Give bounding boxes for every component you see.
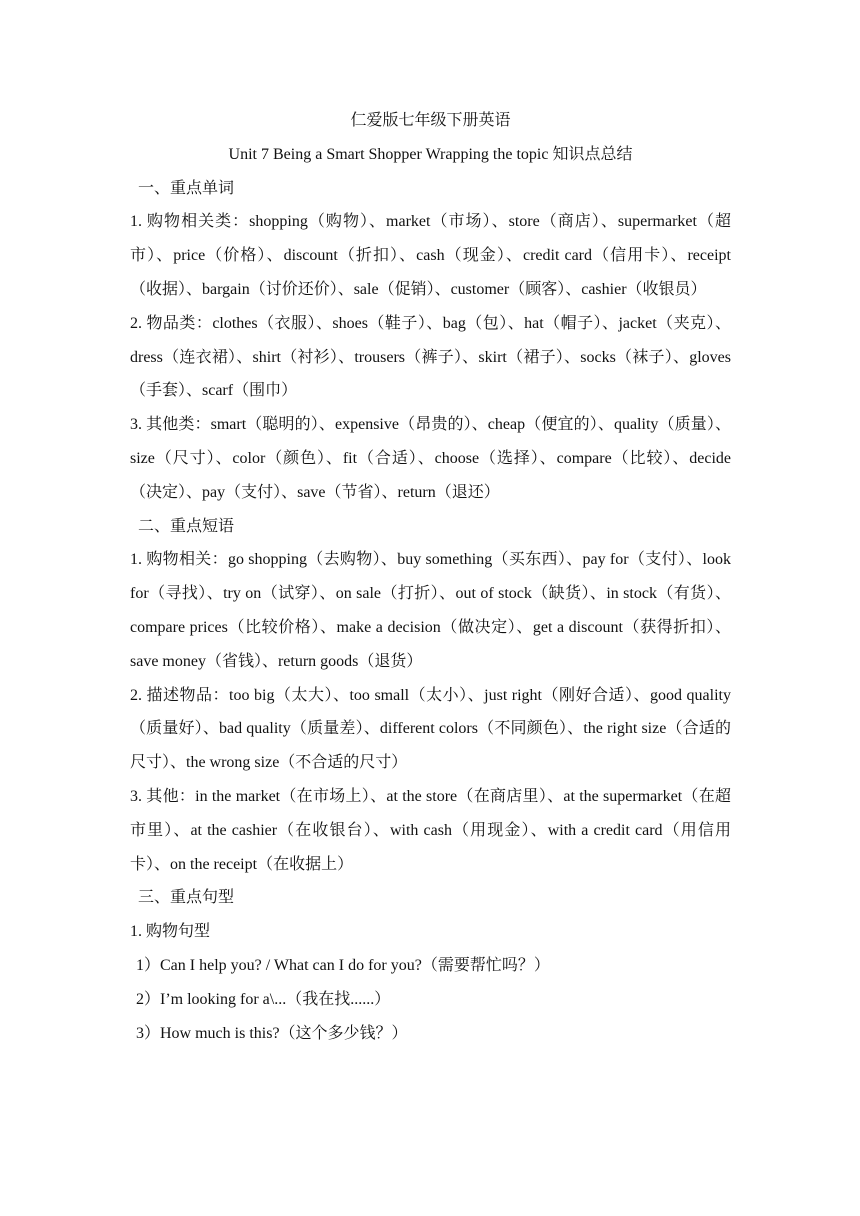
section-heading-vocabulary: 一、重点单词: [138, 179, 235, 197]
phrase-item-other: 3. 其他：in the market（在市场上）、at the store（在商店里）、at the supermarket（在超市里）、at the cashier（在收银台）、with cash（用现金）、with a credit card（用信用卡）、on the receipt（在收据上）: [130, 787, 731, 873]
sentence-item: 2）I’m looking for a\...（我在找......）: [136, 990, 391, 1008]
vocab-item-goods: 2. 物品类：clothes（衣服）、shoes（鞋子）、bag（包）、hat（帽子）、jacket（夹克）、dress（连衣裙）、shirt（衬衫）、trousers（裤子）、skirt（裙子）、socks（袜子）、gloves（手套）、scarf（围巾）: [130, 314, 731, 400]
section-heading-sentences: 三、重点句型: [138, 889, 235, 907]
vocab-item-other: 3. 其他类：smart（聪明的）、expensive（昂贵的）、cheap（便宜的）、quality（质量）、size（尺寸）、color（颜色）、fit（合适）、choose（选择）、compare（比较）、decide（决定）、pay（支付）、save（节省）、return（退还）: [130, 416, 731, 501]
document-subtitle: Unit 7 Being a Smart Shopper Wrapping the topic 知识点总结: [228, 145, 633, 163]
vocab-item-shopping: 1. 购物相关类：shopping（购物）、market（市场）、store（商店）、supermarket（超市）、price（价格）、discount（折扣）、cash（现金）、credit card（信用卡）、receipt（收据）、bargain（讨价还价）、sale（促销）、customer（顾客）、cashier（收银员）: [130, 213, 731, 298]
phrase-item-shopping: 1. 购物相关：go shopping（去购物）、buy something（买东西）、pay for（支付）、look for（寻找）、try on（试穿）、on sale（打折）、out of stock（缺货）、in stock（有货）、compare prices（比较价格）、make a decision（做决定）、get a discount（获得折扣）、save money（省钱）、return goods（退货）: [130, 551, 731, 670]
sentence-subheading: 1. 购物句型: [130, 923, 211, 941]
document-title: 仁爱版七年级下册英语: [350, 112, 511, 129]
phrase-item-describe: 2. 描述物品：too big（太大）、too small（太小）、just right（刚好合适）、good quality（质量好）、bad quality（质量差）、different colors（不同颜色）、the right size（合适的尺寸）、the wrong size（不合适的尺寸）: [130, 686, 731, 772]
sentence-item: 1）Can I help you? / What can I do for you?（需要帮忙吗？）: [136, 956, 550, 974]
sentence-item: 3）How much is this?（这个多少钱？）: [136, 1024, 408, 1042]
section-heading-phrases: 二、重点短语: [138, 517, 235, 535]
document-page: [130, 104, 731, 1050]
